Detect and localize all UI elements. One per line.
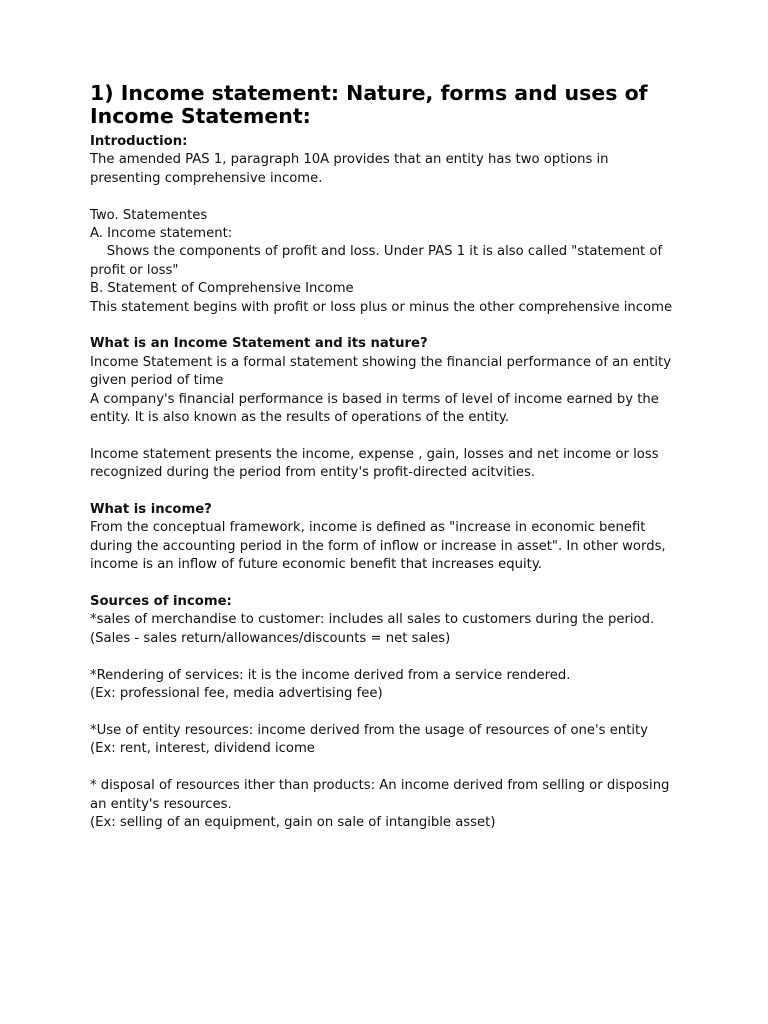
income-heading: What is income?: [90, 502, 212, 518]
source-2-line-1: *Rendering of services: it is the income derived from a service rendered.: [90, 667, 571, 683]
source-1-line-1: *sales of merchandise to customer: includes all sales to customers during the period.: [90, 612, 655, 628]
intro-text-line-1: The amended PAS 1, paragraph 10A provides that an entity has two options in: [90, 152, 609, 168]
source-3-line-2: (Ex: rent, interest, dividend icome: [90, 741, 315, 757]
spacer: [90, 483, 690, 501]
spacer: [90, 759, 690, 777]
source-2-line-2: (Ex: professional fee, media advertising fee): [90, 686, 383, 702]
source-3-line-1: *Use of entity resources: income derived from the usage of resources of one's entity: [90, 722, 649, 738]
nature-text-line-1: Income Statement is a formal statement showing the financial performance of an entity: [90, 354, 671, 370]
income-text-line-3: income is an inflow of future economic benefit that increases equity.: [90, 557, 542, 573]
nature-text-line-3: A company's financial performance is based in terms of level of income earned by the: [90, 391, 659, 407]
nature-heading: What is an Income Statement and its nature?: [90, 336, 428, 352]
sources-heading: Sources of income:: [90, 594, 232, 610]
spacer: [90, 188, 690, 206]
source-1-line-2: (Sales - sales return/allowances/discounts = net sales): [90, 630, 451, 646]
document-page: [90, 82, 690, 832]
two-statements-label: Two. Statementes: [90, 207, 208, 223]
statement-b-desc: This statement begins with profit or loss plus or minus the other comprehensive income: [90, 299, 673, 315]
title-line-2: Income Statement:: [90, 104, 311, 128]
presents-text-line-2: recognized during the period from entity's profit-directed acitvities.: [90, 465, 536, 481]
spacer: [90, 648, 690, 666]
income-text-line-2: during the accounting period in the form of inflow or increase in asset". In other words,: [90, 538, 666, 554]
source-4-line-3: (Ex: selling of an equipment, gain on sale of intangible asset): [90, 814, 496, 830]
statement-b-label: B. Statement of Comprehensive Income: [90, 281, 354, 297]
spacer: [90, 427, 690, 445]
source-4-line-1: * disposal of resources ither than products: An income derived from selling or disposing: [90, 778, 670, 794]
presents-text-line-1: Income statement presents the income, expense , gain, losses and net income or loss: [90, 446, 659, 462]
statement-a-desc-line-2: profit or loss": [90, 262, 179, 278]
title-line-1: 1) Income statement: Nature, forms and uses of: [90, 81, 648, 105]
income-text-line-1: From the conceptual framework, income is defined as "increase in economic benefit: [90, 520, 646, 536]
spacer: [90, 317, 690, 335]
spacer: [90, 704, 690, 722]
intro-heading: Introduction:: [90, 134, 188, 149]
spacer: [90, 575, 690, 593]
statement-a-label: A. Income statement:: [90, 226, 233, 242]
nature-text-line-4: entity. It is also known as the results of operations of the entity.: [90, 410, 509, 426]
source-4-line-2: an entity's resources.: [90, 796, 232, 812]
intro-text-line-2: presenting comprehensive income.: [90, 170, 323, 186]
nature-text-line-2: given period of time: [90, 373, 224, 389]
document-title: [90, 82, 690, 128]
statement-a-desc-line-1: Shows the components of profit and loss. Under PAS 1 it is also called "statement of: [90, 244, 663, 260]
